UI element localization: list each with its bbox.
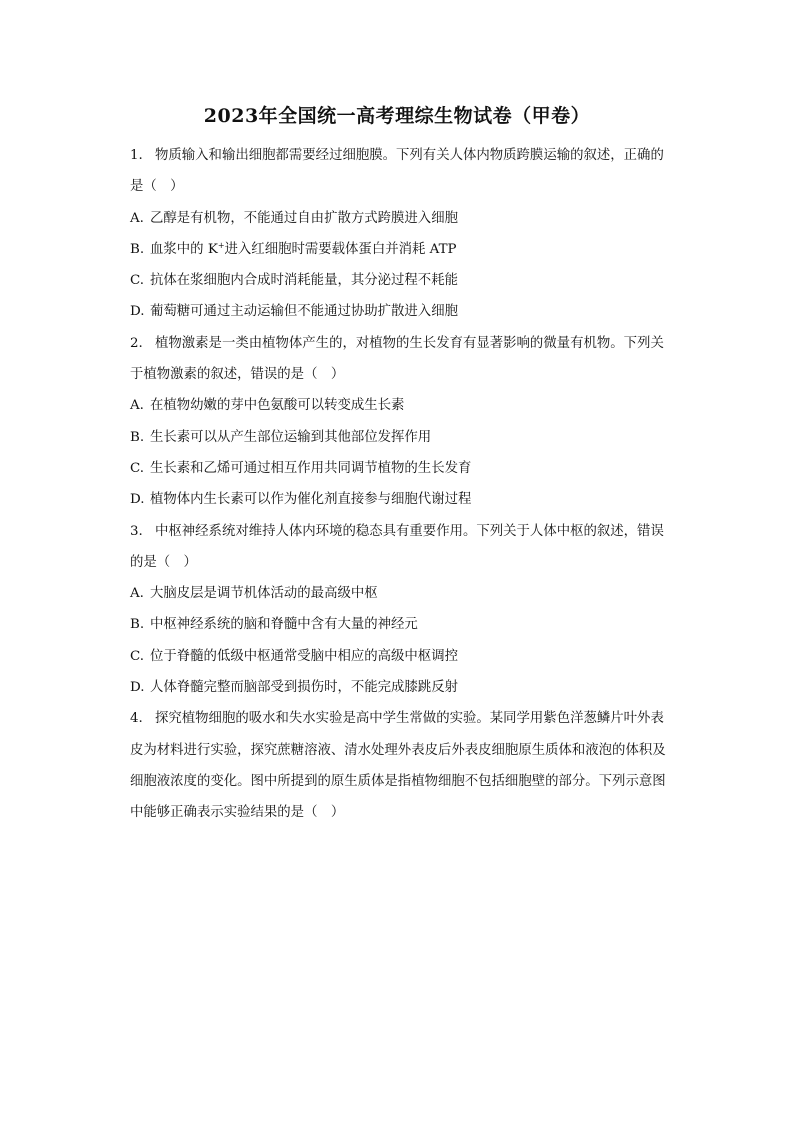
option-text: 乙醇是有机物，不能通过自由扩散方式跨膜进入细胞 [150,210,458,226]
question-stem-line: 皮为材料进行实验，探究蔗糖溶液、清水处理外表皮后外表皮细胞原生质体和液泡的体积及 [130,742,666,758]
question-4 [130,703,690,828]
option-c [130,641,690,672]
option-c [130,453,690,484]
exam-title: 2023年全国统一高考理综生物试卷（甲卷） [203,105,591,127]
option-d [130,296,690,327]
question-number: 2. [130,335,143,351]
question-stem-line: 是（ ） [130,179,184,195]
question-3 [130,516,690,704]
question-stem-text: 物质输入和输出细胞都需要经过细胞膜。下列有关人体内物质跨膜运输的叙述，正确的 [155,148,664,163]
option-label: D. [130,304,145,320]
option-label: C. [130,460,145,476]
option-d [130,484,690,515]
question-stem-text: 植物激素是一类由植物体产生的，对植物的生长发育有显著影响的微量有机物。下列关 [155,335,664,351]
option-label: D. [130,680,145,696]
option-text: 在植物幼嫩的芽中色氨酸可以转变成生长素 [150,398,405,414]
question-number: 3. [130,523,143,539]
question-stem-line: 的是（ ） [130,554,197,570]
option-text-superscript: + [217,240,225,250]
question-2 [130,328,690,516]
question-1 [130,140,690,328]
question-stem-line: 中能够正确表示实验结果的是（ ） [130,805,345,821]
question-stem-line [130,516,690,547]
option-b [130,422,690,453]
question-stem-text: 中枢神经系统对维持人体内环境的稳态具有重要作用。下列关于人体中枢的叙述，错误 [155,523,664,539]
option-b [130,234,690,265]
question-stem-line [130,703,690,734]
question-stem-line: 于植物激素的叙述，错误的是（ ） [130,367,345,383]
option-text: 大脑皮层是调节机体活动的最高级中枢 [150,586,378,602]
option-label: B. [130,617,145,633]
option-text: 葡萄糖可通过主动运输但不能通过协助扩散进入细胞 [150,304,458,320]
question-list [130,140,690,829]
option-text: 人体脊髓完整而脑部受到损伤时，不能完成膝跳反射 [150,680,458,696]
option-label: A. [130,398,144,414]
question-number: 4. [130,711,143,727]
option-c [130,265,690,296]
option-text: 生长素和乙烯可通过相互作用共同调节植物的生长发育 [150,460,472,476]
option-label: D. [130,492,145,508]
option-b [130,609,690,640]
question-stem-line [130,140,690,171]
option-text: 生长素可以从产生部位运输到其他部位发挥作用 [150,429,432,445]
option-label: B. [130,429,145,445]
option-text-pre: 血浆中的 K [150,241,218,257]
question-stem-text: 探究植物细胞的吸水和失水实验是高中学生常做的实验。某同学用紫色洋葱鳞片叶外表 [155,711,664,727]
option-text: 中枢神经系统的脑和脊髓中含有大量的神经元 [150,617,418,633]
option-a [130,390,690,421]
option-label: B. [130,241,145,257]
option-label: C. [130,273,145,289]
option-text: 位于脊髓的低级中枢通常受脑中相应的高级中枢调控 [150,648,458,664]
question-stem-line [130,328,690,359]
option-a [130,578,690,609]
option-label: A. [130,586,144,602]
option-label: A. [130,210,144,226]
option-label: C. [130,648,145,664]
option-text: 植物体内生长素可以作为催化剂直接参与细胞代谢过程 [150,492,472,508]
question-number: 1. [130,148,143,163]
option-a [130,203,690,234]
option-d [130,672,690,703]
option-text: 抗体在浆细胞内合成时消耗能量，其分泌过程不耗能 [150,273,458,289]
option-text-post: 进入红细胞时需要载体蛋白并消耗 ATP [224,241,457,257]
question-stem-line: 细胞液浓度的变化。图中所提到的原生质体是指植物细胞不包括细胞壁的部分。下列示意图 [130,773,666,789]
